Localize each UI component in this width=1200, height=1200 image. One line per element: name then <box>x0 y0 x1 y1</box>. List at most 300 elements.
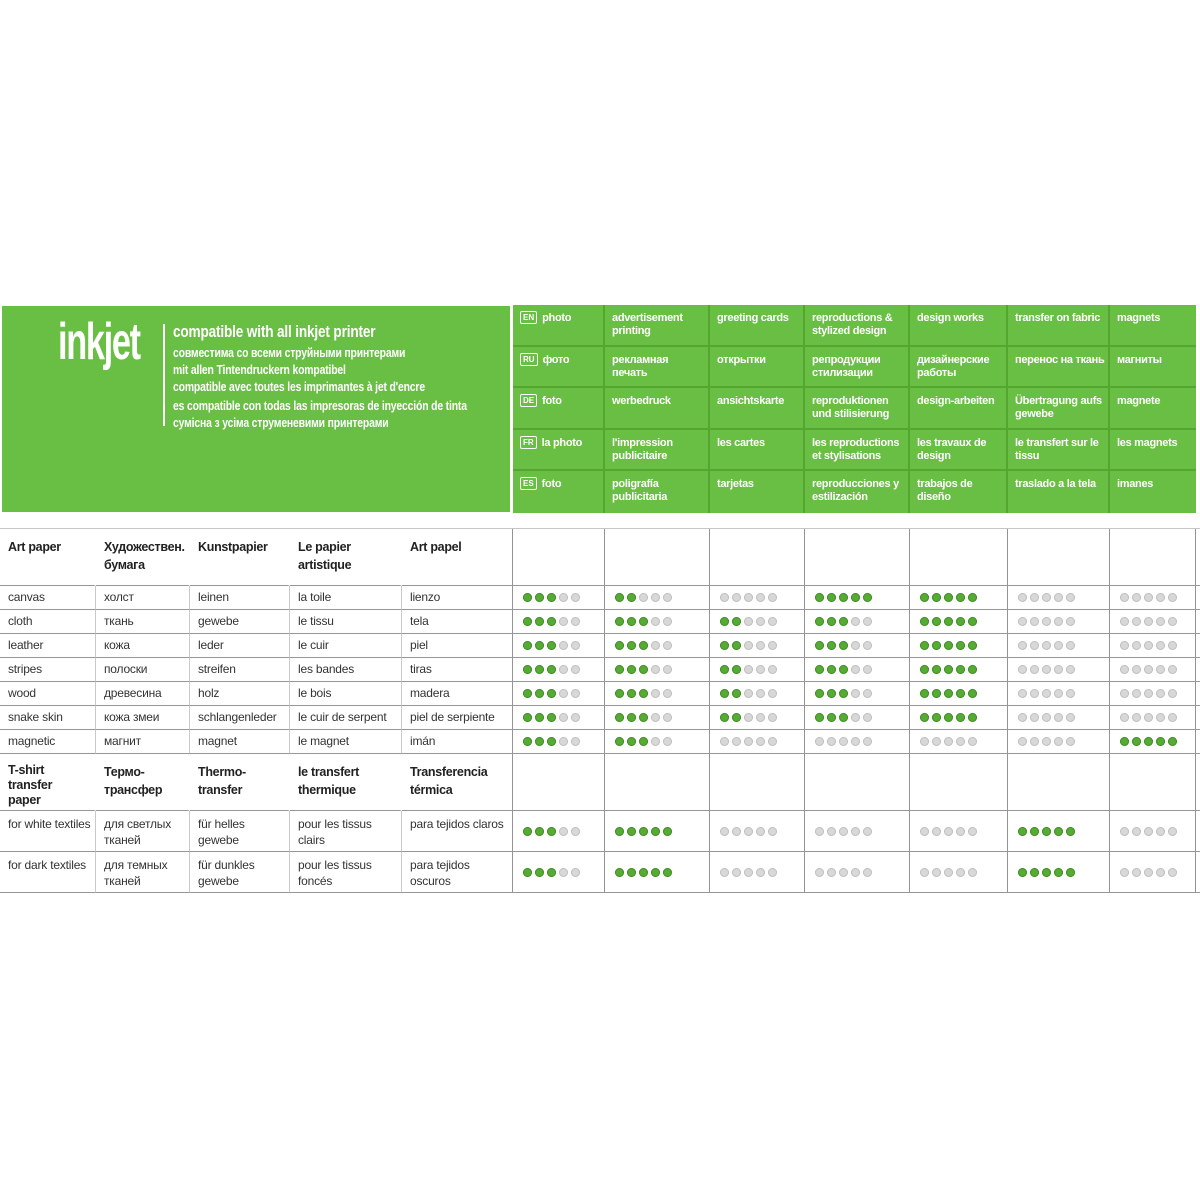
product-label: le tissu <box>298 614 334 628</box>
rating-cell <box>605 852 710 893</box>
product-label: древесина <box>104 686 162 700</box>
rating-cell <box>605 658 710 682</box>
rating-dot-empty <box>1156 641 1165 650</box>
product-label: pour les tissus clairs <box>298 817 372 847</box>
rating-dot-filled <box>944 713 953 722</box>
usage-label: design works <box>917 312 984 324</box>
product-label-cell <box>290 658 402 682</box>
rating-dot-empty <box>1156 617 1165 626</box>
rating-dot-empty <box>720 593 729 602</box>
usage-label: les travaux de design <box>917 436 987 462</box>
rating-dot-empty <box>863 737 872 746</box>
rating-dot-empty <box>768 641 777 650</box>
product-label: le magnet <box>298 734 349 748</box>
usage-cell <box>605 347 710 389</box>
rating-dot-filled <box>615 593 624 602</box>
rating-dot-filled <box>651 868 660 877</box>
rating-cell <box>710 706 805 730</box>
usage-cell <box>1110 305 1196 347</box>
rating-cell <box>1008 730 1110 754</box>
rating-dot-empty <box>932 868 941 877</box>
rating-dot-empty <box>1030 593 1039 602</box>
section-header-cell <box>402 529 513 586</box>
rating-dot-filled <box>639 665 648 674</box>
section-header-label: Le papier artistique <box>298 540 352 572</box>
rating-dot-empty <box>1042 665 1051 674</box>
header-spacer-cell <box>805 754 910 811</box>
product-label-cell <box>402 610 513 634</box>
rating-cell <box>605 730 710 754</box>
product-label-cell <box>190 634 290 658</box>
rating-dot-empty <box>1120 641 1129 650</box>
rating-dot-empty <box>1042 641 1051 650</box>
product-label: for dark textiles <box>8 858 86 872</box>
rating-dot-empty <box>571 689 580 698</box>
rating-dot-empty <box>1042 617 1051 626</box>
rating-dot-filled <box>944 593 953 602</box>
rating-cell <box>910 811 1008 852</box>
usage-cell <box>910 347 1008 389</box>
rating-dot-filled <box>523 868 532 877</box>
rating-cell <box>910 706 1008 730</box>
usage-label: magnete <box>1117 395 1161 408</box>
rating-dot-filled <box>535 868 544 877</box>
rating-dot-empty <box>1144 593 1153 602</box>
rating-cell <box>805 634 910 658</box>
rating-dot-empty <box>827 737 836 746</box>
usage-label: la photo <box>541 436 583 449</box>
usage-label: imanes <box>1117 478 1154 491</box>
rating-dot-empty <box>756 641 765 650</box>
usage-cell <box>1008 430 1110 472</box>
rating-dot-filled <box>615 713 624 722</box>
rating-dot-filled <box>720 641 729 650</box>
product-label-cell <box>96 610 190 634</box>
rating-dot-empty <box>768 868 777 877</box>
product-label: madera <box>410 686 450 700</box>
rating-dot-empty <box>1156 827 1165 836</box>
rating-dot-filled <box>627 617 636 626</box>
rating-dot-empty <box>1168 689 1177 698</box>
rating-dot-empty <box>744 737 753 746</box>
product-label-cell <box>290 586 402 610</box>
usage-cell <box>1008 388 1110 430</box>
rating-dot-filled <box>615 827 624 836</box>
rating-cell <box>513 634 605 658</box>
rating-dot-empty <box>663 641 672 650</box>
usage-cell <box>1110 347 1196 389</box>
rating-dot-empty <box>732 593 741 602</box>
rating-dot-filled <box>535 593 544 602</box>
rating-dot-empty <box>1054 617 1063 626</box>
usage-label: werbedruck <box>612 395 671 408</box>
rating-dot-filled <box>547 665 556 674</box>
product-label-cell <box>96 730 190 754</box>
rating-dot-filled <box>615 689 624 698</box>
product-label: holz <box>198 686 220 700</box>
usage-cell <box>805 305 910 347</box>
product-label-cell <box>190 852 290 893</box>
rating-dot-empty <box>1144 827 1153 836</box>
row-edge-cell <box>1196 610 1200 634</box>
usage-label: ansichtskarte <box>717 395 785 408</box>
product-label-cell <box>190 586 290 610</box>
rating-cell <box>1008 706 1110 730</box>
rating-dot-filled <box>523 827 532 836</box>
section-header-label: Kunstpapier <box>198 540 268 554</box>
rating-dot-empty <box>571 641 580 650</box>
product-label-cell <box>0 658 96 682</box>
rating-cell <box>1008 658 1110 682</box>
section-header-cell <box>0 754 96 811</box>
product-label-cell <box>190 811 290 852</box>
product-label: холст <box>104 590 134 604</box>
rating-dot-filled <box>732 689 741 698</box>
section-header-label: Художествен. бумага <box>104 540 185 572</box>
header-spacer-cell <box>513 529 605 586</box>
rating-dot-empty <box>827 827 836 836</box>
rating-dot-empty <box>1054 737 1063 746</box>
product-label-cell <box>290 610 402 634</box>
rating-cell <box>513 658 605 682</box>
rating-cell <box>910 586 1008 610</box>
usage-label: l'impression publicitaire <box>612 436 673 462</box>
rating-cell <box>710 658 805 682</box>
rating-dot-empty <box>559 641 568 650</box>
rating-dot-filled <box>944 641 953 650</box>
rating-dot-empty <box>1156 665 1165 674</box>
usage-cell <box>710 430 805 472</box>
rating-dot-empty <box>1168 868 1177 877</box>
brand-divider <box>163 324 165 426</box>
rating-dot-filled <box>663 827 672 836</box>
usage-label: design-arbeiten <box>917 395 995 408</box>
product-label: para tejidos oscuros <box>410 858 470 888</box>
header-spacer-cell <box>710 529 805 586</box>
usage-label: poligrafía publicitaria <box>612 478 668 504</box>
usage-cell <box>1110 471 1196 513</box>
product-label: para tejidos claros <box>410 817 504 831</box>
rating-dot-empty <box>1120 868 1129 877</box>
rating-dot-filled <box>627 737 636 746</box>
rating-dot-empty <box>1132 665 1141 674</box>
product-label: imán <box>410 734 436 748</box>
rating-dot-filled <box>1042 827 1051 836</box>
usage-label: рекламная печать <box>612 353 669 379</box>
product-label-cell <box>96 682 190 706</box>
rating-dot-filled <box>547 593 556 602</box>
rating-dot-empty <box>559 737 568 746</box>
row-edge-cell <box>1196 682 1200 706</box>
rating-dot-empty <box>639 593 648 602</box>
rating-dot-empty <box>744 641 753 650</box>
rating-dot-filled <box>627 713 636 722</box>
product-label-cell <box>190 730 290 754</box>
rating-dot-empty <box>944 868 953 877</box>
rating-dot-filled <box>627 827 636 836</box>
product-label-cell <box>96 852 190 893</box>
usage-cell <box>1008 347 1110 389</box>
rating-cell <box>1110 730 1196 754</box>
rating-dot-empty <box>1018 689 1027 698</box>
rating-dot-empty <box>571 827 580 836</box>
rating-dot-filled <box>1066 827 1075 836</box>
rating-dot-empty <box>1144 641 1153 650</box>
lang-badge: FR <box>520 436 537 449</box>
rating-dot-empty <box>651 737 660 746</box>
rating-dot-empty <box>756 617 765 626</box>
rating-dot-filled <box>547 617 556 626</box>
rating-cell <box>1110 852 1196 893</box>
section-header-cell <box>96 529 190 586</box>
rating-dot-filled <box>1030 827 1039 836</box>
rating-cell <box>805 852 910 893</box>
rating-dot-empty <box>756 868 765 877</box>
rating-cell <box>605 586 710 610</box>
rating-dot-empty <box>1120 713 1129 722</box>
usage-cell <box>605 388 710 430</box>
rating-dot-filled <box>863 593 872 602</box>
rating-cell <box>805 658 910 682</box>
rating-dot-empty <box>1066 713 1075 722</box>
rating-dot-filled <box>615 665 624 674</box>
rating-dot-empty <box>1132 593 1141 602</box>
rating-dot-filled <box>920 665 929 674</box>
row-edge-cell <box>1196 586 1200 610</box>
rating-dot-empty <box>968 827 977 836</box>
product-label: piel <box>410 638 428 652</box>
usage-cell <box>513 388 605 430</box>
rating-dot-filled <box>920 593 929 602</box>
rating-dot-filled <box>535 689 544 698</box>
brand-tagline: compatible avec toutes les imprimantes à jet d'encre <box>173 379 425 394</box>
rating-dot-filled <box>920 641 929 650</box>
rating-dot-filled <box>827 617 836 626</box>
rating-dot-filled <box>968 689 977 698</box>
rating-dot-empty <box>651 617 660 626</box>
usage-table <box>513 305 1196 513</box>
header-spacer-cell <box>710 754 805 811</box>
rating-dot-filled <box>732 617 741 626</box>
rating-dot-filled <box>839 617 848 626</box>
product-label-cell <box>0 634 96 658</box>
product-label-cell <box>0 586 96 610</box>
rating-cell <box>805 610 910 634</box>
rating-dot-filled <box>1054 868 1063 877</box>
rating-dot-empty <box>559 713 568 722</box>
rating-dot-empty <box>1120 617 1129 626</box>
rating-dot-filled <box>1156 737 1165 746</box>
rating-dot-filled <box>720 689 729 698</box>
product-label-cell <box>402 852 513 893</box>
rating-dot-empty <box>920 827 929 836</box>
rating-dot-filled <box>815 641 824 650</box>
rating-dot-empty <box>744 868 753 877</box>
rating-dot-filled <box>627 593 636 602</box>
usage-cell <box>605 430 710 472</box>
rating-dot-empty <box>956 827 965 836</box>
rating-cell <box>805 682 910 706</box>
rating-dot-filled <box>535 737 544 746</box>
lang-badge: DE <box>520 394 537 407</box>
rating-dot-empty <box>1168 665 1177 674</box>
rating-dot-filled <box>1042 868 1051 877</box>
rating-dot-filled <box>627 868 636 877</box>
rating-dot-empty <box>663 689 672 698</box>
rating-dot-filled <box>827 689 836 698</box>
rating-dot-empty <box>720 827 729 836</box>
rating-dot-filled <box>535 713 544 722</box>
usage-label: advertisement printing <box>612 312 683 337</box>
rating-dot-filled <box>720 713 729 722</box>
rating-dot-filled <box>523 617 532 626</box>
rating-dot-filled <box>720 617 729 626</box>
rating-dot-filled <box>732 665 741 674</box>
rating-dot-empty <box>1030 617 1039 626</box>
rating-dot-filled <box>956 689 965 698</box>
product-label: magnet <box>198 734 237 748</box>
rating-dot-filled <box>932 641 941 650</box>
rating-dot-empty <box>744 689 753 698</box>
rating-dot-filled <box>523 641 532 650</box>
usage-cell <box>805 388 910 430</box>
rating-dot-empty <box>732 737 741 746</box>
rating-dot-filled <box>968 593 977 602</box>
header-spacer-cell <box>1110 529 1196 586</box>
lang-badge: RU <box>520 353 538 366</box>
product-label: tela <box>410 614 429 628</box>
section-header-label: Art papel <box>410 540 462 554</box>
section-header-cell <box>96 754 190 811</box>
product-label-cell <box>190 682 290 706</box>
rating-dot-empty <box>744 827 753 836</box>
product-label: la toile <box>298 590 332 604</box>
section-header-cell <box>190 529 290 586</box>
rating-dot-filled <box>1030 868 1039 877</box>
usage-label: foto <box>541 478 562 491</box>
product-label: piel de serpiente <box>410 710 495 724</box>
section-header-label: T-shirt transfer paper <box>8 763 87 811</box>
usage-label: Übertragung aufs gewebe <box>1015 395 1102 421</box>
rating-dot-empty <box>559 689 568 698</box>
usage-cell <box>805 347 910 389</box>
rating-dot-empty <box>863 641 872 650</box>
rating-dot-filled <box>968 617 977 626</box>
usage-cell <box>1008 471 1110 513</box>
header-edge-cell <box>1196 754 1200 811</box>
rating-dot-empty <box>1054 641 1063 650</box>
rating-dot-filled <box>932 593 941 602</box>
rating-dot-empty <box>1144 713 1153 722</box>
usage-cell <box>513 305 605 347</box>
header-spacer-cell <box>605 754 710 811</box>
rating-dot-empty <box>651 593 660 602</box>
rating-dot-empty <box>851 737 860 746</box>
usage-label: les cartes <box>717 436 765 449</box>
rating-dot-empty <box>863 665 872 674</box>
usage-label: tarjetas <box>717 478 754 491</box>
product-label: для светлых тканей <box>104 817 172 847</box>
rating-dot-filled <box>523 737 532 746</box>
rating-dot-empty <box>663 665 672 674</box>
section-header-label: le transfert thermique <box>298 765 360 797</box>
product-label: snake skin <box>8 710 63 724</box>
product-label-cell <box>402 730 513 754</box>
rating-dot-empty <box>1054 593 1063 602</box>
rating-cell <box>1110 610 1196 634</box>
row-edge-cell <box>1196 706 1200 730</box>
product-label-cell <box>290 634 402 658</box>
rating-dot-empty <box>851 868 860 877</box>
rating-dot-empty <box>1168 617 1177 626</box>
rating-dot-filled <box>523 713 532 722</box>
rating-dot-filled <box>815 665 824 674</box>
product-label: für helles gewebe <box>198 817 245 847</box>
product-label-cell <box>0 706 96 730</box>
rating-cell <box>710 682 805 706</box>
product-label: pour les tissus foncés <box>298 858 372 888</box>
rating-dot-empty <box>839 737 848 746</box>
header-spacer-cell <box>910 529 1008 586</box>
product-label: for white textiles <box>8 817 91 831</box>
product-label-cell <box>0 730 96 754</box>
rating-dot-empty <box>851 641 860 650</box>
rating-dot-empty <box>968 868 977 877</box>
product-label-cell <box>290 706 402 730</box>
rating-dot-empty <box>732 827 741 836</box>
section-header-cell <box>402 754 513 811</box>
rating-dot-filled <box>663 868 672 877</box>
rating-dot-empty <box>732 868 741 877</box>
lang-badge: EN <box>520 311 537 324</box>
rating-cell <box>1110 634 1196 658</box>
rating-cell <box>1008 852 1110 893</box>
product-label: leather <box>8 638 44 652</box>
usage-cell <box>910 305 1008 347</box>
usage-label: les magnets <box>1117 436 1178 449</box>
rating-dot-empty <box>851 689 860 698</box>
rating-dot-empty <box>1120 689 1129 698</box>
rating-dot-filled <box>932 713 941 722</box>
rating-dot-empty <box>1066 689 1075 698</box>
rating-dot-empty <box>768 827 777 836</box>
rating-dot-filled <box>547 641 556 650</box>
rating-dot-empty <box>1018 713 1027 722</box>
header-spacer-cell <box>1008 754 1110 811</box>
rating-dot-filled <box>732 713 741 722</box>
rating-dot-empty <box>744 593 753 602</box>
rating-cell <box>710 852 805 893</box>
rating-dot-filled <box>547 737 556 746</box>
rating-dot-empty <box>744 617 753 626</box>
product-label: gewebe <box>198 614 239 628</box>
usage-label: photo <box>542 312 572 324</box>
usage-cell <box>710 305 805 347</box>
rating-dot-filled <box>1168 737 1177 746</box>
rating-dot-filled <box>547 713 556 722</box>
rating-dot-filled <box>815 689 824 698</box>
rating-dot-filled <box>1018 868 1027 877</box>
rating-cell <box>1008 811 1110 852</box>
usage-cell <box>910 471 1008 513</box>
product-label-cell <box>402 586 513 610</box>
usage-cell <box>710 388 805 430</box>
rating-dot-empty <box>1066 593 1075 602</box>
rating-dot-empty <box>920 737 929 746</box>
rating-dot-filled <box>920 617 929 626</box>
rating-dot-empty <box>863 713 872 722</box>
rating-dot-empty <box>1156 713 1165 722</box>
